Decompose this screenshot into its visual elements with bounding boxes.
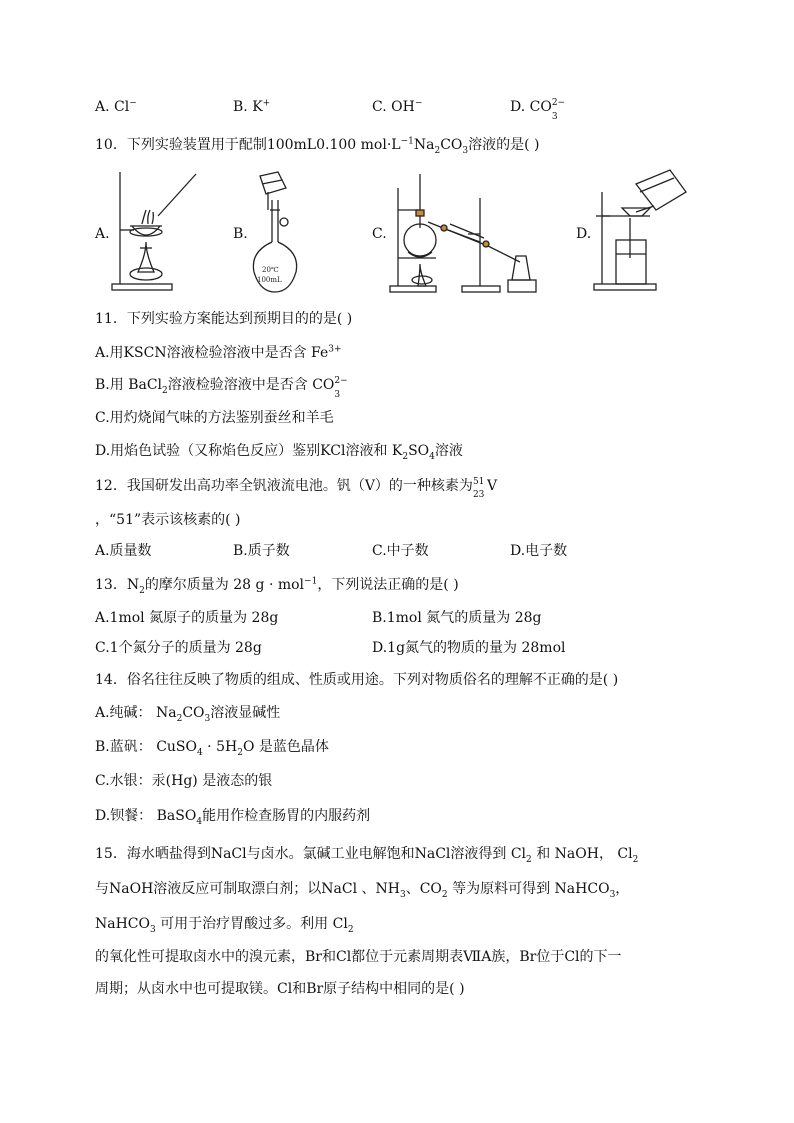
q10-stem: 10．下列实验装置用于配制100mL0.100 $mol\cdot L^{-1}Na_2CO_3$溶液的是( ) [95,136,540,156]
q12-option-a: A.质量数 [95,543,152,559]
q14-stem: 14．俗名往往反映了物质的组成、性质或用途。下列对物质俗名的理解不正确的是( ) [95,672,619,688]
q11-option-d: D.用焰色试验（又称焰色反应）鉴别KCl溶液和 $K_2SO_4$溶液 [95,443,463,462]
q14-option-c: C.水银：汞(Hg) 是液态的银 [95,773,273,789]
q12-option-c: C.中子数 [372,543,429,559]
q13-option-c: C.1个氮分子的质量为 28g [95,640,262,656]
q9-option-a: A. Cl− [95,98,137,115]
q11-option-c: C.用灼烧闻气味的方法鉴别蚕丝和羊毛 [95,410,334,426]
q11-stem: 11．下列实验方案能达到预期目的的是( ) [95,311,353,327]
q9-option-b: B. K+ [233,98,271,115]
q15-line-5: 周期；从卤水中也可提取镁。Cl和Br原子结构中相同的是( ) [95,981,465,997]
q14-option-a: A.纯碱： $Na_2CO_3$溶液显碱性 [95,705,281,724]
q12-option-d: D.电子数 [510,543,568,559]
q15-line-4: 的氧化性可提取卤水中的溴元素，Br和Cl都位于元素周期表ⅦA族，Br位于Cl的下一 [95,949,622,965]
volumetric-flask-image [248,170,306,294]
svg-text:20℃: 20℃ [262,266,279,274]
filtration-apparatus-image [590,168,690,294]
distillation-apparatus-image [388,170,546,296]
q15-line-1: 15．海水晒盐得到NaCl与卤水。氯碱工业电解饱和NaCl溶液得到 $Cl_2$ 和 NaOH， $Cl_2$ [95,846,639,865]
q10-option-b-label: B. [233,226,248,242]
svg-text:100mL: 100mL [257,276,282,284]
q14-option-d: D.钡餐： BaSO$_4$能用作检查肠胃的内服药剂 [95,808,371,827]
q10-option-d-label: D. [576,226,592,242]
q14-option-b: B.蓝矾： CuSO$_4$ · $5H_2O$ 是蓝色晶体 [95,739,329,758]
q15-line-3: NaHCO$_3$ 可用于治疗胃酸过多。利用 $Cl_2$ [95,916,354,935]
q10-option-c-label: C. [372,226,387,242]
q12-stem-line2: ，“51”表示该核素的( ) [95,512,241,528]
q11-option-b: B.用 BaCl$_2$溶液检验溶液中是否含 CO 2− 3 [95,376,348,400]
q13-stem: 13．$N_2$的摩尔质量为 28 g · mol$^{-1}$，下列说法正确的是( ) [95,576,459,596]
q13-option-d: D.1g氮气的物质的量为 28mol [372,640,566,656]
q12-stem-line1: 12．我国研发出高功率全钒液流电池。钒（V）的一种核素为 51 23 V [95,477,498,500]
q15-line-2: 与NaOH溶液反应可制取漂白剂；以NaCl 、$NH_3$、$CO_2$ 等为原料可得到 NaHCO$_3$， [95,881,630,900]
q12-option-b: B.质子数 [233,543,290,559]
q13-option-a: A.1mol 氮原子的质量为 28g [95,610,279,626]
q11-option-a: A.用KSCN溶液检验溶液中是否含 $Fe^{3+}$ [95,344,342,361]
q9-option-c: C. OH− [372,98,423,115]
q9-option-d: D. CO 2− 3 [510,98,566,122]
q13-option-b: B.1mol 氮气的质量为 28g [372,610,542,626]
q10-option-a-label: A. [95,226,110,242]
evaporation-apparatus-image [108,168,200,294]
